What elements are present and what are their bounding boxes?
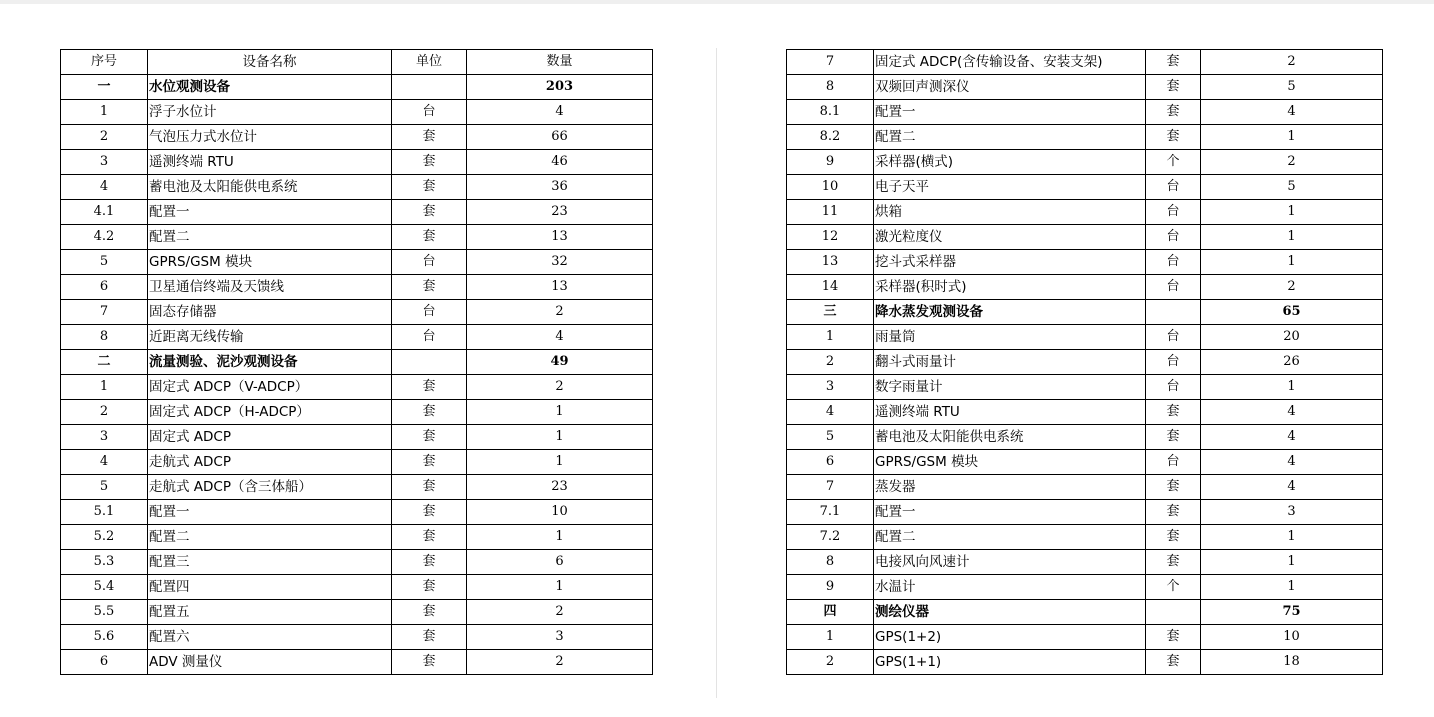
table-row	[787, 350, 1383, 375]
cell-name: 双频回声测深仪	[874, 75, 1146, 100]
cell-no: 5.1	[61, 500, 148, 525]
cell-name: 固定式 ADCP(含传输设备、安装支架)	[874, 50, 1146, 75]
cell-qty: 2	[467, 375, 653, 400]
cell-no: 4.1	[61, 200, 148, 225]
cell-name: 激光粒度仪	[874, 225, 1146, 250]
cell-no: 四	[787, 600, 874, 625]
cell-no: 三	[787, 300, 874, 325]
cell-qty: 5	[1201, 75, 1383, 100]
table-row	[61, 600, 653, 625]
cell-qty: 46	[467, 150, 653, 175]
cell-no: 9	[787, 150, 874, 175]
table-row	[61, 125, 653, 150]
table-row	[787, 200, 1383, 225]
cell-qty: 1	[1201, 550, 1383, 575]
cell-qty: 3	[467, 625, 653, 650]
cell-qty: 203	[467, 75, 653, 100]
cell-no: 4	[61, 450, 148, 475]
table-row	[61, 325, 653, 350]
cell-qty: 4	[467, 100, 653, 125]
cell-unit: 套	[392, 475, 467, 500]
table-row	[61, 175, 653, 200]
cell-qty: 2	[467, 650, 653, 675]
cell-qty: 4	[1201, 100, 1383, 125]
cell-qty: 4	[1201, 475, 1383, 500]
cell-qty: 1	[1201, 525, 1383, 550]
cell-no: 一	[61, 75, 148, 100]
cell-name: 固定式 ADCP（V-ADCP）	[148, 375, 392, 400]
cell-qty: 4	[467, 325, 653, 350]
cell-unit: 台	[1146, 225, 1201, 250]
cell-name: GPRS/GSM 模块	[874, 450, 1146, 475]
cell-name: 流量测验、泥沙观测设备	[148, 350, 392, 375]
table-row	[787, 50, 1383, 75]
cell-qty: 75	[1201, 600, 1383, 625]
cell-qty: 4	[1201, 450, 1383, 475]
table-row	[787, 225, 1383, 250]
cell-name: 配置三	[148, 550, 392, 575]
cell-qty: 23	[467, 475, 653, 500]
cell-no: 1	[61, 100, 148, 125]
table-row	[61, 225, 653, 250]
cell-name: GPS(1+1)	[874, 650, 1146, 675]
cell-unit: 台	[392, 100, 467, 125]
cell-name: 测绘仪器	[874, 600, 1146, 625]
cell-name: 配置二	[148, 225, 392, 250]
table-row	[787, 275, 1383, 300]
cell-name: GPS(1+2)	[874, 625, 1146, 650]
cell-name: 配置一	[148, 500, 392, 525]
header-qty: 数量	[467, 50, 653, 75]
cell-unit: 台	[392, 300, 467, 325]
cell-qty: 3	[1201, 500, 1383, 525]
cell-unit: 台	[392, 250, 467, 275]
cell-no: 8	[787, 75, 874, 100]
cell-name: 电子天平	[874, 175, 1146, 200]
cell-name: GPRS/GSM 模块	[148, 250, 392, 275]
cell-qty: 36	[467, 175, 653, 200]
header-no: 序号	[61, 50, 148, 75]
table-row	[787, 625, 1383, 650]
cell-name: 电接风向风速计	[874, 550, 1146, 575]
cell-qty: 13	[467, 275, 653, 300]
cell-qty: 13	[467, 225, 653, 250]
table-row	[61, 425, 653, 450]
cell-name: 固态存储器	[148, 300, 392, 325]
cell-unit: 套	[1146, 525, 1201, 550]
table-row	[787, 125, 1383, 150]
cell-name: 挖斗式采样器	[874, 250, 1146, 275]
cell-qty: 66	[467, 125, 653, 150]
table-row	[787, 550, 1383, 575]
table-row	[61, 300, 653, 325]
cell-no: 5	[61, 250, 148, 275]
table-row	[61, 650, 653, 675]
page-divider	[716, 48, 717, 698]
cell-name: 走航式 ADCP（含三体船）	[148, 475, 392, 500]
cell-no: 13	[787, 250, 874, 275]
cell-unit: 套	[1146, 50, 1201, 75]
cell-unit: 套	[1146, 125, 1201, 150]
equipment-table-right	[786, 49, 1383, 675]
cell-name: 配置一	[148, 200, 392, 225]
cell-no: 11	[787, 200, 874, 225]
cell-name: 配置二	[148, 525, 392, 550]
cell-unit: 台	[392, 325, 467, 350]
cell-qty: 1	[467, 525, 653, 550]
table-row	[787, 175, 1383, 200]
cell-name: 蓄电池及太阳能供电系统	[148, 175, 392, 200]
cell-unit: 台	[1146, 275, 1201, 300]
cell-qty: 18	[1201, 650, 1383, 675]
cell-unit: 台	[1146, 325, 1201, 350]
cell-no: 8	[787, 550, 874, 575]
cell-unit: 套	[1146, 100, 1201, 125]
cell-qty: 6	[467, 550, 653, 575]
cell-no: 1	[787, 625, 874, 650]
cell-no: 2	[61, 125, 148, 150]
cell-name: 配置一	[874, 100, 1146, 125]
header-unit: 单位	[392, 50, 467, 75]
cell-qty: 1	[1201, 225, 1383, 250]
category-row	[61, 350, 653, 375]
cell-qty: 1	[467, 425, 653, 450]
cell-unit: 套	[1146, 475, 1201, 500]
cell-unit: 套	[1146, 75, 1201, 100]
table-row	[787, 575, 1383, 600]
cell-no: 8.1	[787, 100, 874, 125]
cell-no: 4	[61, 175, 148, 200]
table-row	[787, 650, 1383, 675]
cell-unit: 套	[392, 275, 467, 300]
cell-qty: 1	[467, 450, 653, 475]
cell-name: 雨量筒	[874, 325, 1146, 350]
cell-qty: 1	[1201, 250, 1383, 275]
page-top-band	[0, 0, 1434, 4]
cell-name: 配置一	[874, 500, 1146, 525]
cell-qty: 23	[467, 200, 653, 225]
cell-name: 水温计	[874, 575, 1146, 600]
cell-no: 5	[787, 425, 874, 450]
cell-no: 7	[787, 50, 874, 75]
cell-name: 数字雨量计	[874, 375, 1146, 400]
cell-unit: 套	[392, 450, 467, 475]
table-row	[61, 400, 653, 425]
cell-qty: 26	[1201, 350, 1383, 375]
cell-name: 水位观测设备	[148, 75, 392, 100]
cell-unit: 个	[1146, 575, 1201, 600]
cell-no: 2	[787, 350, 874, 375]
cell-no: 5.3	[61, 550, 148, 575]
cell-qty: 2	[467, 600, 653, 625]
cell-unit: 套	[392, 200, 467, 225]
cell-no: 6	[61, 650, 148, 675]
table-row	[61, 275, 653, 300]
table-row	[61, 475, 653, 500]
cell-no: 9	[787, 575, 874, 600]
cell-unit: 套	[1146, 425, 1201, 450]
cell-unit: 套	[1146, 625, 1201, 650]
cell-name: 烘箱	[874, 200, 1146, 225]
table-row	[61, 550, 653, 575]
cell-qty: 5	[1201, 175, 1383, 200]
cell-unit: 套	[1146, 400, 1201, 425]
cell-qty: 4	[1201, 400, 1383, 425]
cell-no: 4	[787, 400, 874, 425]
cell-unit: 套	[392, 600, 467, 625]
cell-unit: 套	[392, 400, 467, 425]
cell-qty: 1	[467, 575, 653, 600]
cell-name: 遥测终端 RTU	[148, 150, 392, 175]
cell-name: 采样器(横式)	[874, 150, 1146, 175]
table-row	[61, 100, 653, 125]
cell-no: 5.6	[61, 625, 148, 650]
cell-qty: 2	[1201, 50, 1383, 75]
cell-qty: 2	[1201, 150, 1383, 175]
header-name: 设备名称	[148, 50, 392, 75]
cell-unit	[392, 75, 467, 100]
cell-no: 二	[61, 350, 148, 375]
cell-name: 配置六	[148, 625, 392, 650]
equipment-table-left	[60, 49, 653, 675]
cell-no: 3	[61, 425, 148, 450]
cell-no: 10	[787, 175, 874, 200]
cell-name: 蓄电池及太阳能供电系统	[874, 425, 1146, 450]
cell-name: 配置四	[148, 575, 392, 600]
cell-no: 12	[787, 225, 874, 250]
table-row	[787, 150, 1383, 175]
cell-no: 2	[61, 400, 148, 425]
cell-qty: 2	[1201, 275, 1383, 300]
cell-unit: 套	[1146, 500, 1201, 525]
cell-name: 配置二	[874, 125, 1146, 150]
cell-name: 浮子水位计	[148, 100, 392, 125]
cell-name: 气泡压力式水位计	[148, 125, 392, 150]
cell-name: 蒸发器	[874, 475, 1146, 500]
cell-unit	[1146, 300, 1201, 325]
cell-no: 14	[787, 275, 874, 300]
table-row	[787, 400, 1383, 425]
cell-no: 1	[61, 375, 148, 400]
cell-no: 4.2	[61, 225, 148, 250]
table-row	[61, 250, 653, 275]
cell-name: 降水蒸发观测设备	[874, 300, 1146, 325]
cell-unit: 台	[1146, 175, 1201, 200]
table-row	[61, 150, 653, 175]
cell-no: 7.2	[787, 525, 874, 550]
table-row	[61, 625, 653, 650]
cell-no: 6	[787, 450, 874, 475]
cell-name: 固定式 ADCP	[148, 425, 392, 450]
cell-name: 遥测终端 RTU	[874, 400, 1146, 425]
cell-unit: 套	[392, 225, 467, 250]
cell-qty: 10	[1201, 625, 1383, 650]
table-row	[61, 575, 653, 600]
table-row	[787, 250, 1383, 275]
cell-unit: 套	[392, 125, 467, 150]
table-row	[61, 525, 653, 550]
cell-qty: 1	[1201, 575, 1383, 600]
cell-name: 翻斗式雨量计	[874, 350, 1146, 375]
cell-name: 近距离无线传输	[148, 325, 392, 350]
cell-unit: 台	[1146, 450, 1201, 475]
cell-no: 5	[61, 475, 148, 500]
cell-no: 8	[61, 325, 148, 350]
table-row	[787, 450, 1383, 475]
cell-no: 3	[61, 150, 148, 175]
cell-name: 卫星通信终端及天馈线	[148, 275, 392, 300]
cell-no: 7.1	[787, 500, 874, 525]
cell-unit: 台	[1146, 350, 1201, 375]
cell-unit: 套	[392, 425, 467, 450]
cell-qty: 49	[467, 350, 653, 375]
cell-no: 1	[787, 325, 874, 350]
table-row	[787, 500, 1383, 525]
cell-unit: 套	[1146, 650, 1201, 675]
cell-unit: 套	[392, 575, 467, 600]
table-row	[787, 100, 1383, 125]
cell-unit	[392, 350, 467, 375]
cell-unit: 台	[1146, 375, 1201, 400]
cell-name: 采样器(积时式)	[874, 275, 1146, 300]
table-header-row	[61, 50, 653, 75]
cell-no: 7	[61, 300, 148, 325]
cell-qty: 65	[1201, 300, 1383, 325]
cell-qty: 4	[1201, 425, 1383, 450]
cell-qty: 1	[1201, 375, 1383, 400]
cell-unit: 套	[392, 500, 467, 525]
cell-no: 8.2	[787, 125, 874, 150]
cell-unit: 套	[392, 650, 467, 675]
cell-unit: 台	[1146, 200, 1201, 225]
cell-unit: 套	[392, 625, 467, 650]
cell-qty: 2	[467, 300, 653, 325]
cell-qty: 1	[1201, 125, 1383, 150]
cell-unit: 套	[392, 525, 467, 550]
category-row	[61, 75, 653, 100]
table-row	[787, 475, 1383, 500]
cell-unit: 套	[1146, 550, 1201, 575]
cell-qty: 1	[467, 400, 653, 425]
table-row	[787, 425, 1383, 450]
table-row	[787, 375, 1383, 400]
cell-no: 3	[787, 375, 874, 400]
cell-no: 6	[61, 275, 148, 300]
table-row	[787, 325, 1383, 350]
cell-name: 走航式 ADCP	[148, 450, 392, 475]
cell-name: 固定式 ADCP（H-ADCP）	[148, 400, 392, 425]
cell-unit: 套	[392, 150, 467, 175]
category-row	[787, 600, 1383, 625]
cell-unit	[1146, 600, 1201, 625]
cell-no: 7	[787, 475, 874, 500]
cell-no: 5.5	[61, 600, 148, 625]
cell-name: ADV 测量仪	[148, 650, 392, 675]
cell-qty: 32	[467, 250, 653, 275]
cell-qty: 20	[1201, 325, 1383, 350]
table-row	[787, 525, 1383, 550]
cell-name: 配置五	[148, 600, 392, 625]
cell-unit: 套	[392, 175, 467, 200]
cell-qty: 10	[467, 500, 653, 525]
table-row	[61, 450, 653, 475]
table-row	[787, 75, 1383, 100]
cell-no: 5.2	[61, 525, 148, 550]
cell-unit: 套	[392, 550, 467, 575]
category-row	[787, 300, 1383, 325]
table-row	[61, 375, 653, 400]
table-row	[61, 500, 653, 525]
cell-no: 2	[787, 650, 874, 675]
cell-unit: 个	[1146, 150, 1201, 175]
cell-qty: 1	[1201, 200, 1383, 225]
cell-name: 配置二	[874, 525, 1146, 550]
cell-unit: 台	[1146, 250, 1201, 275]
table-row	[61, 200, 653, 225]
cell-unit: 套	[392, 375, 467, 400]
cell-no: 5.4	[61, 575, 148, 600]
